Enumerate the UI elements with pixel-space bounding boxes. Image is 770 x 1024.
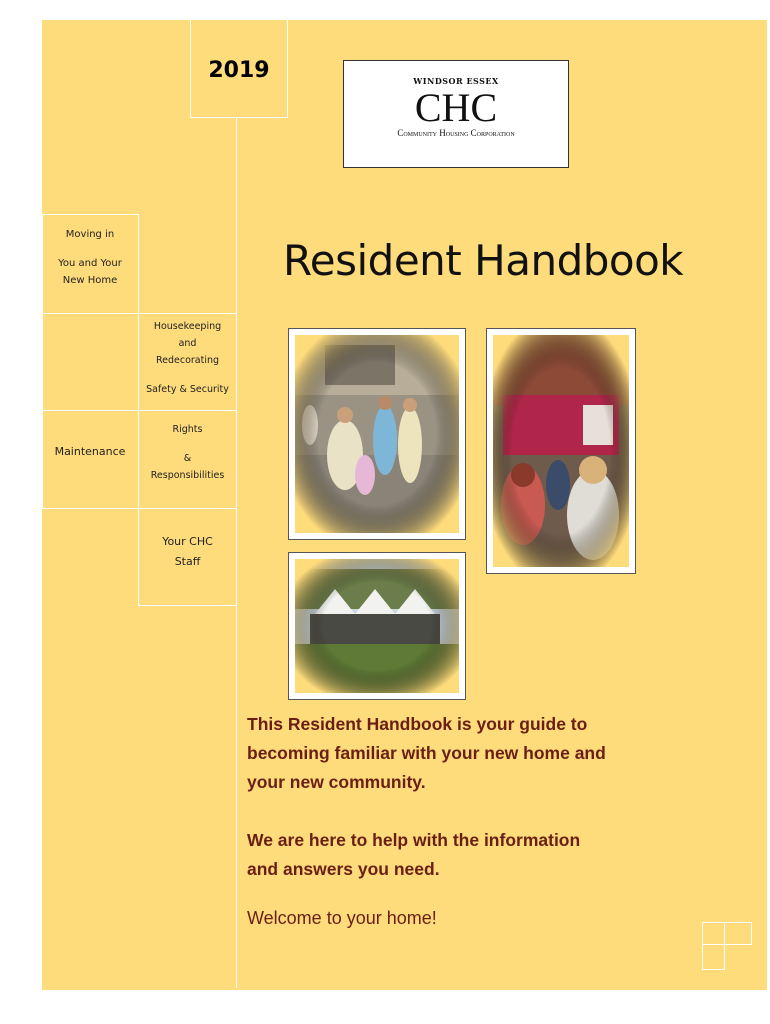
logo-subtitle: Community Housing Corporation [397,128,515,138]
welcome-text: Welcome to your home! [247,908,437,928]
deco-square-2 [724,922,752,945]
toc-moving-line1: Moving in [65,229,115,240]
chc-logo [343,60,569,168]
photo-crowd-image [493,335,629,567]
photo-tai-chi [288,328,466,540]
toc-hline-1 [42,214,138,215]
toc-safety: Safety & Security [146,384,229,395]
intro-text [247,710,717,884]
toc-rights-line1: Rights [172,424,203,435]
intro-line1: This Resident Handbook is your guide to [247,714,588,734]
year-text: 2019 [208,58,270,83]
intro-line2: becoming familiar with your new home and [247,743,606,763]
toc-hline-3 [42,410,237,411]
photo-tai-chi-image [295,335,459,533]
toc-hline-2 [42,313,237,314]
toc-staff [138,532,237,572]
intro-line4: We are here to help with the information [247,830,581,850]
toc-hline-4 [42,508,237,509]
photo-tents [288,552,466,700]
toc-housekeeping-line2: and [178,338,197,349]
deco-square-1 [702,922,725,945]
toc-staff-line2: Staff [174,555,201,568]
logo-top-line: WINDSOR ESSEX [413,76,499,86]
photo-tents-image [295,559,459,693]
toc-housekeeping-line3: Redecorating [155,355,220,366]
toc-rights-line2: & [183,453,192,464]
toc-moving-in [42,226,138,289]
toc-maintenance [42,445,138,458]
tai-chi-scene [295,335,459,533]
year-label [190,20,288,118]
toc-housekeeping-line1: Housekeeping [153,321,222,332]
toc-hline-5 [138,605,237,606]
photo-crowd [486,328,636,574]
toc-vline-1 [138,214,139,314]
toc-staff-line1: Your CHC [162,535,213,548]
toc-moving-line3: New Home [62,275,118,286]
crowd-scene [493,335,629,567]
deco-square-3 [702,944,725,970]
logo-letters: CHC [414,85,498,130]
toc-housekeeping [138,318,237,398]
toc-moving-line2: You and Your [58,258,122,269]
toc-rights [138,421,237,484]
tents-scene [295,559,459,693]
toc-maintenance-label: Maintenance [54,445,126,458]
intro-line3: your new community. [247,772,426,792]
intro-line5: and answers you need. [247,859,440,879]
toc-rights-line3: Responsibilities [150,470,225,481]
page-title: Resident Handbook [283,236,684,285]
